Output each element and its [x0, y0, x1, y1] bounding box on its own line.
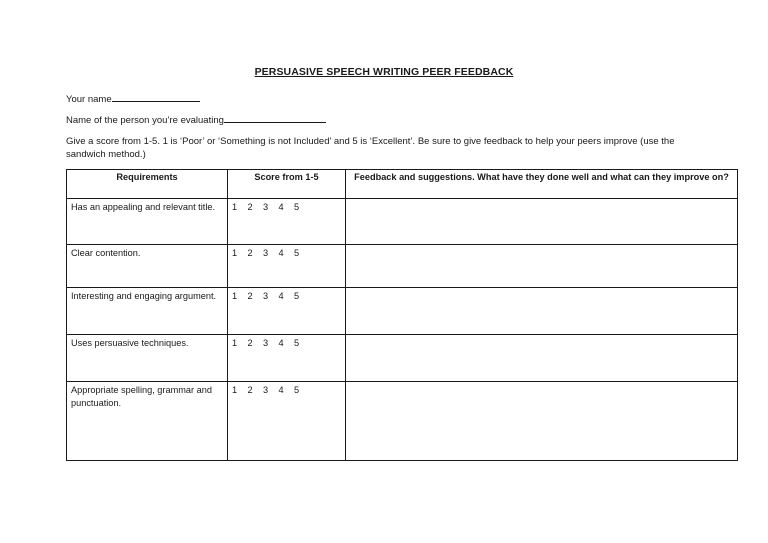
your-name-blank[interactable] — [112, 92, 200, 102]
score-option-1[interactable]: 1 — [232, 338, 238, 348]
header-score: Score from 1-5 — [228, 170, 346, 199]
table-row — [67, 199, 738, 245]
feedback-cell[interactable] — [346, 245, 738, 288]
feedback-cell[interactable] — [346, 288, 738, 335]
requirement-cell: Has an appealing and relevant title. — [67, 199, 228, 245]
table-row — [67, 288, 738, 335]
score-cell — [228, 288, 346, 335]
score-option-2[interactable]: 2 — [247, 385, 253, 395]
table-header-row — [67, 170, 738, 199]
your-name-line — [66, 92, 200, 105]
score-cell — [228, 199, 346, 245]
score-option-3[interactable]: 3 — [263, 202, 269, 212]
score-option-3[interactable]: 3 — [263, 385, 269, 395]
score-option-4[interactable]: 4 — [278, 338, 284, 348]
evaluating-line — [66, 113, 326, 126]
header-feedback: Feedback and suggestions. What have they done well and what can they improve on? — [346, 170, 738, 199]
header-requirements: Requirements — [67, 170, 228, 199]
score-option-4[interactable]: 4 — [278, 291, 284, 301]
document-title: PERSUASIVE SPEECH WRITING PEER FEEDBACK — [254, 66, 514, 78]
score-option-2[interactable]: 2 — [247, 338, 253, 348]
feedback-cell[interactable] — [346, 382, 738, 461]
score-cell — [228, 335, 346, 382]
requirement-cell: Clear contention. — [67, 245, 228, 288]
score-option-5[interactable]: 5 — [294, 385, 300, 395]
feedback-cell[interactable] — [346, 199, 738, 245]
score-option-2[interactable]: 2 — [247, 291, 253, 301]
score-cell — [228, 382, 346, 461]
score-option-3[interactable]: 3 — [263, 248, 269, 258]
score-option-1[interactable]: 1 — [232, 385, 238, 395]
score-option-4[interactable]: 4 — [278, 248, 284, 258]
score-option-2[interactable]: 2 — [247, 248, 253, 258]
score-option-4[interactable]: 4 — [278, 202, 284, 212]
feedback-table — [66, 169, 738, 461]
score-option-5[interactable]: 5 — [294, 291, 300, 301]
score-option-3[interactable]: 3 — [263, 338, 269, 348]
requirement-cell: Appropriate spelling, grammar and punctuation. — [67, 382, 228, 461]
your-name-label: Your name — [66, 94, 112, 105]
score-option-5[interactable]: 5 — [294, 338, 300, 348]
requirement-cell: Uses persuasive techniques. — [67, 335, 228, 382]
score-option-2[interactable]: 2 — [247, 202, 253, 212]
table-row — [67, 245, 738, 288]
evaluating-label: Name of the person you’re evaluating — [66, 115, 224, 126]
instructions-text: Give a score from 1-5. 1 is ‘Poor’ or ‘Something is not Included’ and 5 is ‘Excellent’. Be sure to give feedback to help your peers improve (use the sandwich method.) — [66, 136, 675, 160]
score-option-1[interactable]: 1 — [232, 248, 238, 258]
score-option-3[interactable]: 3 — [263, 291, 269, 301]
score-cell — [228, 245, 346, 288]
score-option-4[interactable]: 4 — [278, 385, 284, 395]
table-row — [67, 335, 738, 382]
score-option-5[interactable]: 5 — [294, 202, 300, 212]
evaluating-blank[interactable] — [224, 113, 326, 123]
score-option-1[interactable]: 1 — [232, 291, 238, 301]
score-option-1[interactable]: 1 — [232, 202, 238, 212]
table-row — [67, 382, 738, 461]
score-option-5[interactable]: 5 — [294, 248, 300, 258]
requirement-cell: Interesting and engaging argument. — [67, 288, 228, 335]
feedback-cell[interactable] — [346, 335, 738, 382]
